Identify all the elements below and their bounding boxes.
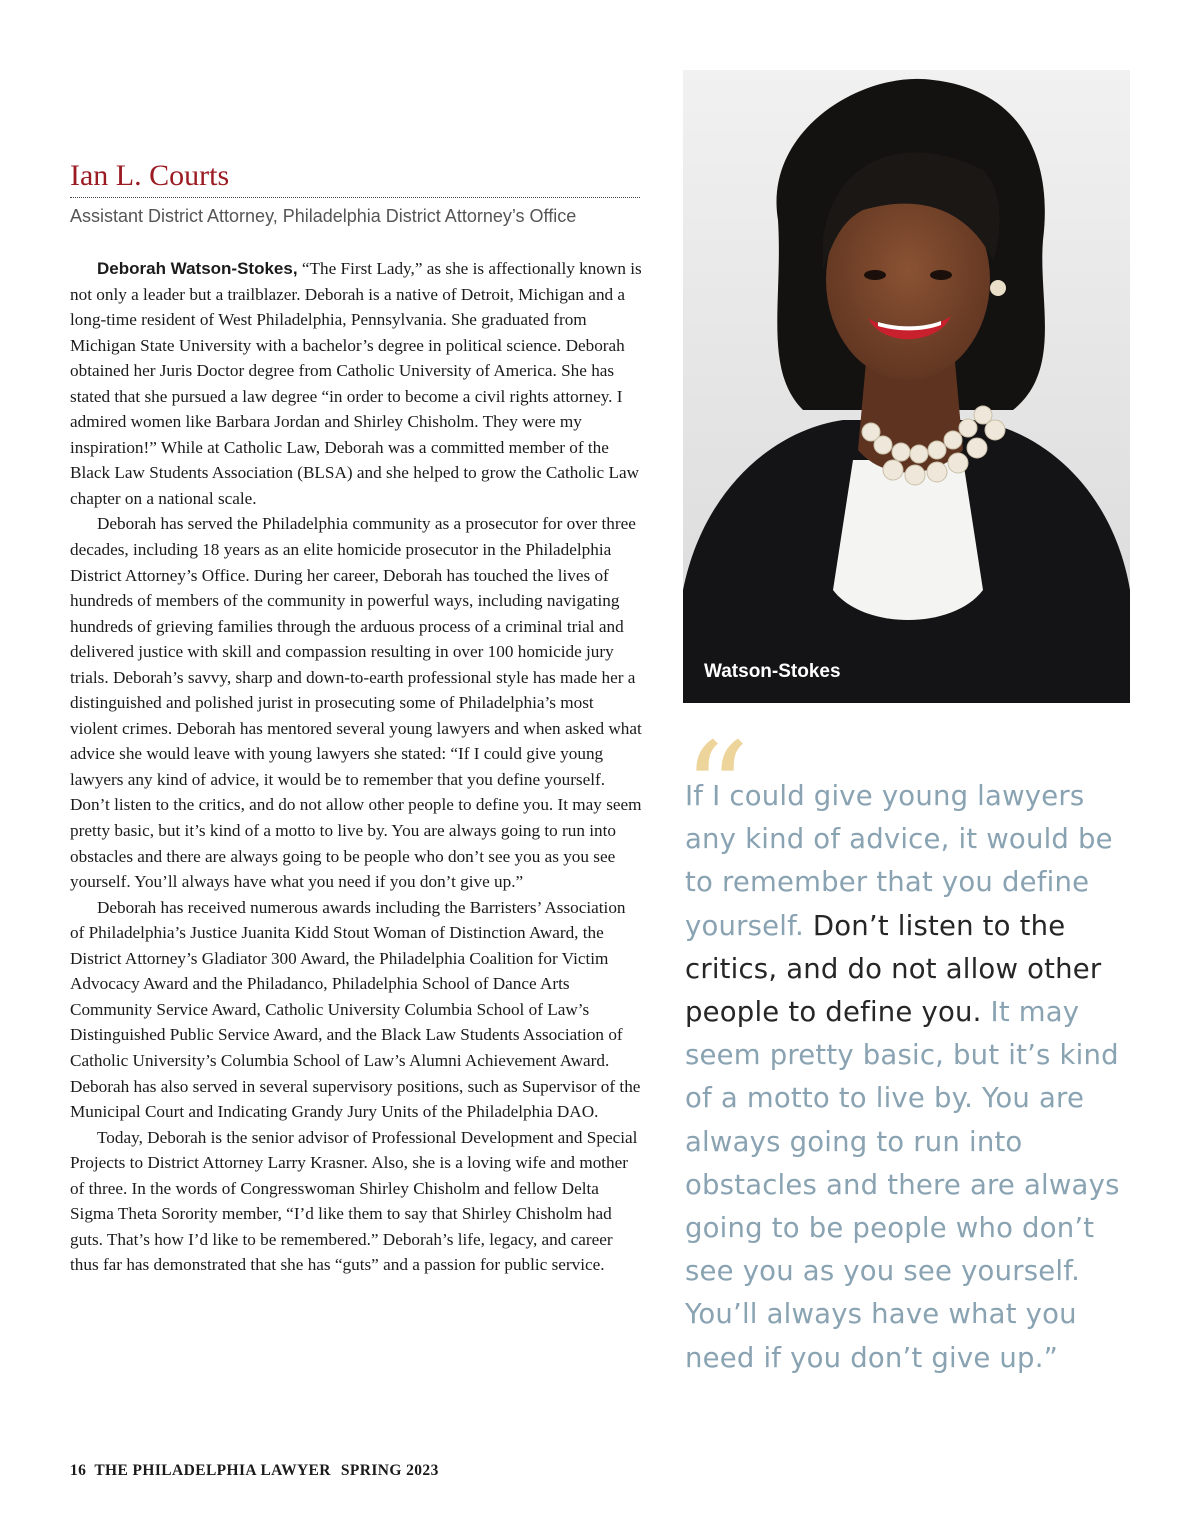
- article-paragraph: [70, 256, 642, 511]
- author-title: Assistant District Attorney, Philadelphia District Attorney’s Office: [70, 206, 577, 226]
- author-block: [70, 158, 640, 228]
- page-number: 16: [70, 1462, 87, 1479]
- issue-label: SPRING 2023: [340, 1462, 439, 1479]
- pull-quote-part3: It may seem pretty basic, but it’s kind of a motto to live by. You are always going to run into obstacles and there are always going to be people who don’t see you as you see yourself. You’ll always have what you need if you don’t give up.”: [685, 996, 1120, 1374]
- publication-name: THE PHILADELPHIA LAWYER: [94, 1462, 331, 1479]
- lead-name: Deborah Watson-Stokes,: [97, 259, 298, 278]
- article-body: [70, 256, 642, 1278]
- article-paragraph: Today, Deborah is the senior advisor of Professional Development and Special Projects to District Attorney Larry Krasner. Also, she is a loving wife and mother of three. In the words of Congresswoman Shirley Chisholm and fellow Delta Sigma Theta Sorority member, “I’d like them to say that Shirley Chisholm had guts. That’s how I’d like to be remembered.” Deborah’s life, legacy, and career thus far has demonstrated that she has “guts” and a passion for public service.: [70, 1127, 638, 1275]
- pull-quote-part2: Don’t listen to the critics, and do not allow other people to define you.: [685, 909, 1102, 1029]
- pull-quote: [683, 714, 1125, 1380]
- dotted-divider: [70, 197, 640, 198]
- paragraph-text: “The First Lady,” as she is affectionally known is not only a leader but a trailblazer. Deborah is a native of Detroit, Michigan and a long-time resident of West Philadelphia, Pennsylvania. She graduated from Michigan State University with a bachelor’s degree in political science. Deborah obtained her Juris Doctor degree from Catholic University of America. She has stated that she pursued a law degree “in order to become a civil rights attorney. I admired women like Barbara Jordan and Shirley Chisholm. They were my inspiration!” While at Catholic Law, Deborah was a committed member of the Black Law Students Association (BLSA) and she helped to grow the Catholic Law chapter on a national scale.: [70, 259, 642, 508]
- article-paragraph: Deborah has served the Philadelphia community as a prosecutor for over three decades, including 18 years as an elite homicide prosecutor in the Philadelphia District Attorney’s Office. During her career, Deborah has touched the lives of hundreds of members of the community in powerful ways, including navigating hundreds of grieving families through the arduous process of a criminal trial and delivered justice with skill and compassion resulting in over 100 homicide jury trials. Deborah’s savvy, sharp and down-to-earth professional style has made her a distinguished and polished jurist in prosecuting some of Philadelphia’s most violent crimes. Deborah has mentored several young lawyers and when asked what advice she would leave with young lawyers she stated: “If I could give young lawyers any kind of advice, it would be to remember that you define yourself. Don’t listen to the critics, and do not allow other people to define you. It may seem pretty basic, but it’s kind of a motto to live by. You are always going to run into obstacles and there are always going to be people who don’t see you as you see yourself. You’ll always have what you need if you don’t give up.”: [70, 514, 642, 892]
- article-paragraph: Deborah has received numerous awards including the Barristers’ Association of Philadelphia’s Justice Juanita Kidd Stout Woman of Distinction Award, the District Attorney’s Gladiator 300 Award, the Philadelphia Coalition for Victim Advocacy Award and the Philadanco, Philadelphia School of Dance Arts Community Service Award, Catholic University Columbia School of Law’s Distinguished Public Service Award, and the Black Law Students Association of Catholic University’s Columbia School of Law’s Alumni Achievement Award. Deborah has also served in several supervisory positions, such as Supervisor of the Municipal Court and Indicating Grandy Jury Units of the Philadelphia DAO.: [70, 897, 641, 1122]
- portrait-illustration: [683, 70, 1130, 703]
- photo-caption: Watson-Stokes: [704, 661, 841, 682]
- quote-mark-icon: “: [683, 714, 750, 866]
- pull-quote-part1: If I could give young lawyers any kind of advice, it would be to remember that you define yourself.: [685, 780, 1113, 942]
- author-name: Ian L. Courts: [70, 159, 230, 192]
- pull-quote-text: [685, 775, 1125, 1380]
- portrait-photo: [683, 70, 1130, 703]
- page-footer: [70, 1462, 439, 1480]
